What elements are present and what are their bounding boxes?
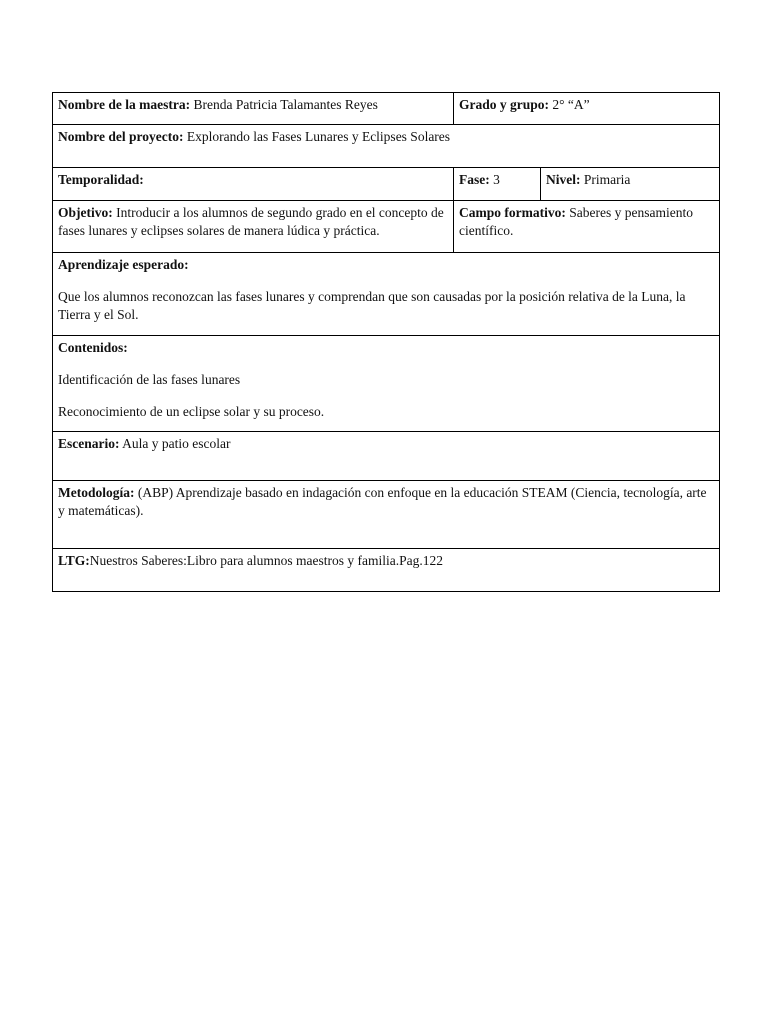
cell-proyecto xyxy=(53,125,720,168)
cell-fase xyxy=(454,168,541,201)
cell-escenario xyxy=(53,432,720,481)
row-aprendizaje xyxy=(53,253,720,336)
label-escenario: Escenario: xyxy=(58,436,120,451)
row-escenario xyxy=(53,432,720,481)
cell-campo xyxy=(454,201,720,253)
label-temporalidad: Temporalidad: xyxy=(58,172,144,187)
label-nivel: Nivel: xyxy=(546,172,581,187)
row-proyecto xyxy=(53,125,720,168)
row-temporalidad xyxy=(53,168,720,201)
row-contenidos xyxy=(53,336,720,432)
value-escenario: Aula y patio escolar xyxy=(119,436,231,451)
cell-objetivo xyxy=(53,201,454,253)
value-campo: Saberes y pensamiento científico. xyxy=(459,205,693,238)
cell-temporalidad xyxy=(53,168,454,201)
value-ltg: Nuestros Saberes:Libro para alumnos maestros y familia.Pag.122 xyxy=(89,553,443,568)
label-aprendizaje: Aprendizaje esperado: xyxy=(58,257,189,272)
label-grado: Grado y grupo: xyxy=(459,97,550,112)
cell-metodologia xyxy=(53,481,720,549)
value-objetivo: Introducir a los alumnos de segundo grado en el concepto de fases lunares y eclipses solares de manera lúdica y práctica. xyxy=(58,205,444,238)
label-proyecto: Nombre del proyecto: xyxy=(58,129,184,144)
cell-maestra xyxy=(53,93,454,125)
label-contenidos: Contenidos: xyxy=(58,340,128,355)
label-maestra: Nombre de la maestra: xyxy=(58,97,191,112)
value-maestra: Brenda Patricia Talamantes Reyes xyxy=(190,97,378,112)
row-objetivo xyxy=(53,201,720,253)
label-ltg: LTG: xyxy=(58,553,90,568)
contenido-item: Reconocimiento de un eclipse solar y su proceso. xyxy=(58,404,325,419)
cell-contenidos xyxy=(53,336,720,432)
value-fase: 3 xyxy=(489,172,500,187)
value-proyecto: Explorando las Fases Lunares y Eclipses Solares xyxy=(183,129,451,144)
value-metodologia: (ABP) Aprendizaje basado en indagación con enfoque en la educación STEAM (Ciencia, tecnología, arte y matemáticas). xyxy=(58,485,707,518)
label-fase: Fase: xyxy=(459,172,490,187)
cell-aprendizaje xyxy=(53,253,720,336)
contenido-item: Identificación de las fases lunares xyxy=(58,372,241,387)
value-grado: 2° “A” xyxy=(549,97,590,112)
value-nivel: Primaria xyxy=(580,172,631,187)
cell-nivel xyxy=(541,168,720,201)
project-plan-table xyxy=(52,92,720,592)
cell-ltg xyxy=(53,549,720,592)
row-metodologia xyxy=(53,481,720,549)
label-metodologia: Metodología: xyxy=(58,485,135,500)
value-aprendizaje: Que los alumnos reconozcan las fases lunares y comprendan que son causadas por la posición relativa de la Luna, la Tierra y el Sol. xyxy=(58,289,686,322)
row-maestra xyxy=(53,93,720,125)
row-ltg xyxy=(53,549,720,592)
label-objetivo: Objetivo: xyxy=(58,205,113,220)
label-campo: Campo formativo: xyxy=(459,205,566,220)
cell-grado xyxy=(454,93,720,125)
